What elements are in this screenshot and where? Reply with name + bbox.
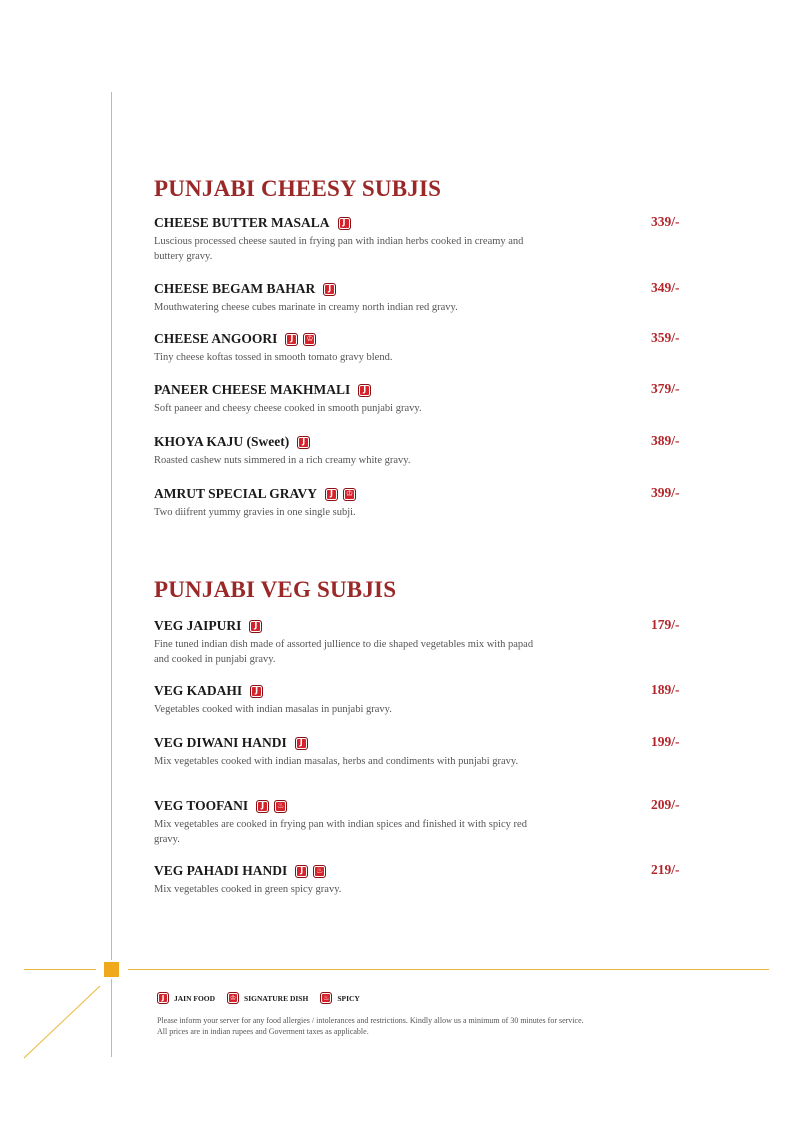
footnote <box>157 1015 717 1037</box>
spicy-icon: ♨ <box>313 865 326 878</box>
menu-item <box>154 862 694 897</box>
gold-diagonal-ornament <box>22 984 102 1060</box>
dish-name: PANEER CHEESE MAKHMALI <box>154 382 351 397</box>
dish-description: Tiny cheese koftas tossed in smooth tomato gravy blend. <box>154 352 393 363</box>
jain-food-icon: J <box>323 283 336 296</box>
menu-item <box>154 330 694 365</box>
footnote-allergy-notice: Please inform your server for any food allergies / intolerances and restrictions. Kindly allow us a minimum of 30 minutes for service. <box>157 1016 584 1025</box>
section-punjabi-cheesy-subjis <box>154 176 694 518</box>
dish-price: 339/- <box>651 214 680 229</box>
icon-legend <box>157 992 372 1004</box>
menu-item <box>154 682 694 717</box>
signature-dish-icon: ♔ <box>343 488 356 501</box>
dish-price: 209/- <box>651 797 680 812</box>
jain-food-icon: J <box>295 737 308 750</box>
dish-price: 389/- <box>651 433 680 448</box>
spicy-icon: ♨ <box>320 992 332 1004</box>
signature-dish-icon: ♔ <box>303 333 316 346</box>
menu-item <box>154 433 694 468</box>
section-punjabi-veg-subjis <box>154 577 694 895</box>
dish-description: Roasted cashew nuts simmered in a rich creamy white gravy. <box>154 455 411 466</box>
legend-jain-label: JAIN FOOD <box>174 993 216 1003</box>
dish-description: Fine tuned indian dish made of assorted jullience to die shaped vegetables mix with papad and cooked in punjabi gravy. <box>154 639 534 665</box>
gold-horizontal-rule <box>128 969 769 970</box>
dish-price: 349/- <box>651 280 680 295</box>
dish-price: 399/- <box>651 485 680 500</box>
footnote-price-notice: All prices are in indian rupees and Goverment taxes as applicable. <box>157 1027 369 1036</box>
dish-name: AMRUT SPECIAL GRAVY <box>154 486 318 501</box>
dish-name: CHEESE ANGOORI <box>154 331 278 346</box>
dish-name: CHEESE BUTTER MASALA <box>154 215 330 230</box>
dish-description: Mix vegetables cooked in green spicy gravy. <box>154 884 342 895</box>
dish-name: KHOYA KAJU (Sweet) <box>154 434 290 449</box>
menu-item <box>154 214 694 264</box>
dish-description: Mix vegetables are cooked in frying pan with indian spices and finished it with spicy red gravy. <box>154 819 527 845</box>
dish-description: Two diifrent yummy gravies in one single subji. <box>154 507 356 518</box>
jain-food-icon: J <box>157 992 169 1004</box>
dish-name: CHEESE BEGAM BAHAR <box>154 281 316 296</box>
menu-item <box>154 617 694 667</box>
gold-vertical-rule-lower <box>111 979 112 1057</box>
jain-food-icon: J <box>249 620 262 633</box>
dish-description: Luscious processed cheese sauted in frying pan with indian herbs cooked in creamy and buttery gravy. <box>154 236 524 262</box>
dish-description: Soft paneer and cheesy cheese cooked in smooth punjabi gravy. <box>154 403 422 414</box>
dish-price: 359/- <box>651 330 680 345</box>
dish-name: VEG PAHADI HANDI <box>154 863 288 878</box>
gold-horizontal-rule-left <box>24 969 96 970</box>
jain-food-icon: J <box>325 488 338 501</box>
legend-signature-label: SIGNATURE DISH <box>244 993 309 1003</box>
jain-food-icon: J <box>297 436 310 449</box>
jain-food-icon: J <box>358 384 371 397</box>
dish-price: 199/- <box>651 734 680 749</box>
jain-food-icon: J <box>295 865 308 878</box>
jain-food-icon: J <box>250 685 263 698</box>
menu-item <box>154 381 694 416</box>
section-title: PUNJABI CHEESY SUBJIS <box>154 176 442 201</box>
dish-price: 379/- <box>651 381 680 396</box>
dish-price: 189/- <box>651 682 680 697</box>
menu-item <box>154 734 694 769</box>
dish-description: Mouthwatering cheese cubes marinate in creamy north indian red gravy. <box>154 302 458 313</box>
dish-name: VEG TOOFANI <box>154 798 249 813</box>
signature-dish-icon: ♔ <box>227 992 239 1004</box>
jain-food-icon: J <box>285 333 298 346</box>
menu-item <box>154 485 694 520</box>
jain-food-icon: J <box>338 217 351 230</box>
spicy-icon: ♨ <box>274 800 287 813</box>
dish-name: VEG JAIPURI <box>154 618 242 633</box>
legend-spicy-label: SPICY <box>337 993 360 1003</box>
dish-description: Vegetables cooked with indian masalas in punjabi gravy. <box>154 704 392 715</box>
menu-item <box>154 280 694 315</box>
menu-item <box>154 797 694 847</box>
dish-name: VEG DIWANI HANDI <box>154 735 287 750</box>
gold-vertical-rule <box>111 92 112 960</box>
dish-price: 219/- <box>651 862 680 877</box>
dish-description: Mix vegetables cooked with indian masalas, herbs and condiments with punjabi gravy. <box>154 756 519 767</box>
dish-name: VEG KADAHI <box>154 683 243 698</box>
jain-food-icon: J <box>256 800 269 813</box>
gold-square-ornament <box>104 962 119 977</box>
dish-price: 179/- <box>651 617 680 632</box>
section-title: PUNJABI VEG SUBJIS <box>154 577 397 602</box>
